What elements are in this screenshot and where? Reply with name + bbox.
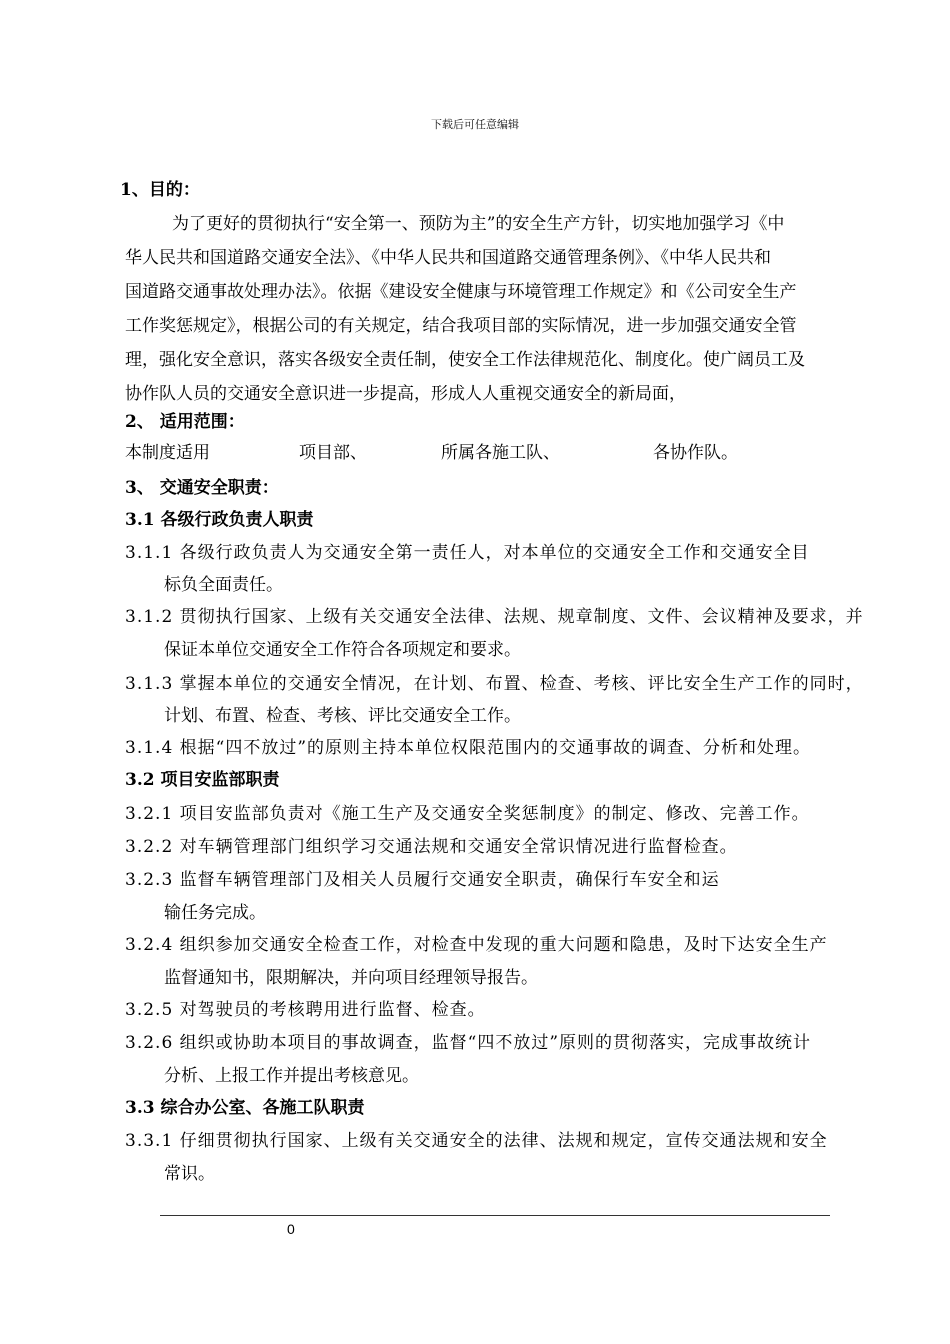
item-3-1-3-line-2: 计划、布置、检查、考核、评比交通安全工作。 xyxy=(164,706,521,726)
purpose-paragraph-line-4: 工作奖惩规定》，根据公司的有关规定，结合我项目部的实际情况，进一步加强交通安全管 xyxy=(125,316,797,336)
item-3-1-2-line-2: 保证本单位交通安全工作符合各项规定和要求。 xyxy=(164,640,521,660)
purpose-paragraph-line-5: 理，强化安全意识，落实各级安全责任制，使安全工作法律规范化、制度化。使广阔员工及 xyxy=(125,350,805,370)
purpose-paragraph-line-2: 华人民共和国道路交通安全法》、《中华人民共和国道路交通管理条例》、《中华人民共和 xyxy=(125,248,771,268)
purpose-paragraph-line-3: 国道路交通事故处理办法》。依据《建设安全健康与环境管理工作规定》和《公司安全生产 xyxy=(125,282,797,302)
item-3-2-5: 3.2.5 对驾驶员的考核聘用进行监督、检查。 xyxy=(125,1000,486,1020)
section-3-1-title: 3.1 各级行政负责人职责 xyxy=(125,510,314,530)
item-3-2-2: 3.2.2 对车辆管理部门组织学习交通法规和交通安全常识情况进行监督检查。 xyxy=(125,837,738,857)
page-number: 0 xyxy=(287,1221,295,1237)
item-3-2-3-line-1: 3.2.3 监督车辆管理部门及相关人员履行交通安全职责，确保行车安全和运 xyxy=(125,870,720,890)
page-header-note: 下载后可任意编辑 xyxy=(431,118,519,131)
item-3-2-3-line-2: 输任务完成。 xyxy=(164,903,266,923)
purpose-paragraph-line-6: 协作队人员的交通安全意识进一步提高，形成人人重视交通安全的新局面， xyxy=(125,384,686,404)
item-3-1-1-line-1: 3.1.1 各级行政负责人为交通安全第一责任人，对本单位的交通安全工作和交通安全目 xyxy=(125,543,810,563)
scope-item-3: 所属各施工队、 xyxy=(441,443,560,463)
scope-item-2: 项目部、 xyxy=(299,443,367,463)
section-3-2-title: 3.2 项目安监部职责 xyxy=(125,770,280,790)
item-3-1-2-line-1: 3.1.2 贯彻执行国家、上级有关交通安全法律、法规、规章制度、文件、会议精神及要求，并 xyxy=(125,607,864,627)
scope-item-1: 本制度适用 xyxy=(125,443,210,463)
item-3-2-6-line-1: 3.2.6 组织或协助本项目的事故调查，监督“四不放过”原则的贯彻落实，完成事故统计 xyxy=(125,1033,812,1053)
scope-item-4: 各协作队。 xyxy=(653,443,738,463)
section-2-title: 2、 适用范围： xyxy=(125,412,245,432)
section-1-title: 1、目的： xyxy=(120,180,200,200)
purpose-paragraph-line-1: 为了更好的贯彻执行“安全第一、预防为主”的安全生产方针，切实地加强学习《中 xyxy=(172,214,785,234)
section-3-3-title: 3.3 综合办公室、各施工队职责 xyxy=(125,1098,365,1118)
item-3-2-4-line-2: 监督通知书，限期解决，并向项目经理领导报告。 xyxy=(164,968,538,988)
item-3-3-1-line-1: 3.3.1 仔细贯彻执行国家、上级有关交通安全的法律、法规和规定，宣传交通法规和安全 xyxy=(125,1131,828,1151)
item-3-2-4-line-1: 3.2.4 组织参加交通安全检查工作，对检查中发现的重大问题和隐患，及时下达安全生产 xyxy=(125,935,828,955)
section-3-title: 3、 交通安全职责： xyxy=(125,478,279,498)
item-3-1-3-line-1: 3.1.3 掌握本单位的交通安全情况，在计划、布置、检查、考核、评比安全生产工作的同时， xyxy=(125,674,864,694)
item-3-2-1: 3.2.1 项目安监部负责对《施工生产及交通安全奖惩制度》的制定、修改、完善工作。 xyxy=(125,804,810,824)
item-3-1-1-line-2: 标负全面责任。 xyxy=(164,575,283,595)
item-3-1-4: 3.1.4 根据“四不放过”的原则主持本单位权限范围内的交通事故的调查、分析和处理。 xyxy=(125,738,812,758)
footer-divider xyxy=(160,1215,830,1216)
item-3-2-6-line-2: 分析、上报工作并提出考核意见。 xyxy=(164,1066,419,1086)
item-3-3-1-line-2: 常识。 xyxy=(164,1164,215,1184)
